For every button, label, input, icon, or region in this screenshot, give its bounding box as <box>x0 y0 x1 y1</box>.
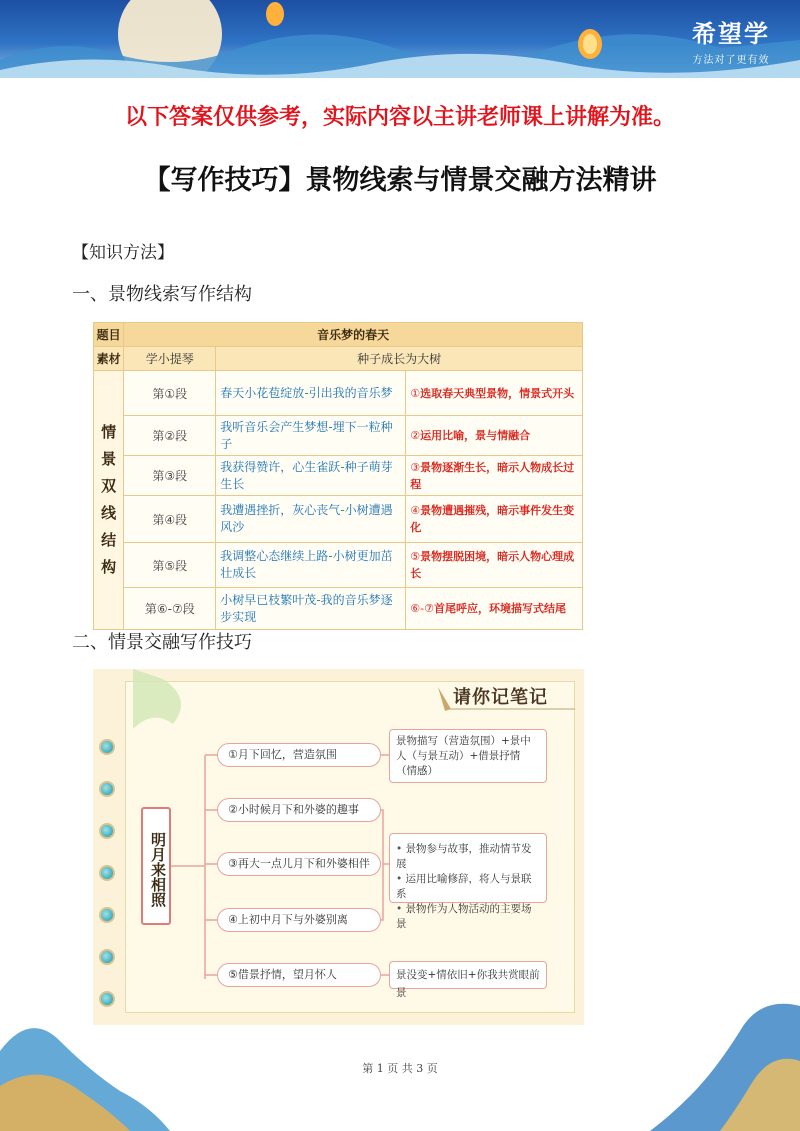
section-label: 【知识方法】 <box>72 243 174 263</box>
segment-cell: 第④段 <box>124 496 216 543</box>
note-box-middle <box>389 833 547 930</box>
technique-cell: ①选取春天典型景物，情景式开头 <box>406 371 583 416</box>
heading-technique: 二、情景交融写作技巧 <box>72 632 252 653</box>
row-group-line: 结构 <box>101 531 117 576</box>
row-group-line: 双线 <box>101 477 117 522</box>
page-footer: 第 1 页 共 3 页 <box>362 1062 438 1075</box>
structure-table <box>93 322 583 630</box>
pen-icon <box>438 687 451 711</box>
notes-title: 请你记笔记 <box>453 687 548 708</box>
note-bullet: • 运用比喻修辞，将人与景联系 <box>396 872 540 902</box>
row-group-label <box>94 371 124 630</box>
header-banner <box>0 0 800 78</box>
note-bullet: • 景物参与故事，推动情节发展 <box>396 842 540 872</box>
note-box-opening: 景物描写（营造氛围）+景中人（与景互动）+借景抒情（情感） <box>389 729 547 783</box>
answer-notice: 以下答案仅供参考，实际内容以主讲老师课上讲解为准。 <box>124 105 675 130</box>
mindmap-node: ②小时候月下和外婆的趣事 <box>217 798 381 822</box>
plot-cell: 我调整心态继续上路-小树更加茁壮成长 <box>216 543 406 588</box>
leaf-decoration-icon <box>133 669 181 729</box>
segment-cell: 第③段 <box>124 456 216 496</box>
table-header-title: 音乐梦的春天 <box>124 323 583 347</box>
mindmap-node: ①月下回忆，营造氛围 <box>217 743 381 767</box>
technique-cell: ③景物逐渐生长，暗示人物成长过程 <box>406 456 583 496</box>
row-group-line: 情景 <box>101 423 117 468</box>
material-label: 素材 <box>94 347 124 371</box>
segment-cell: 第⑥-⑦段 <box>124 588 216 630</box>
mindmap-node: ③再大一点儿月下和外婆相伴 <box>217 852 381 876</box>
mindmap-root: 明月来相照 <box>141 807 171 925</box>
brand-logo <box>692 14 770 66</box>
page-title: 【写作技巧】景物线索与情景交融方法精讲 <box>143 165 657 196</box>
material-b: 种子成长为大树 <box>216 347 583 371</box>
mindmap-node: ④上初中月下与外婆别离 <box>217 908 381 932</box>
plot-cell: 我遭遇挫折，灰心丧气-小树遭遇风沙 <box>216 496 406 543</box>
heading-structure: 一、景物线索写作结构 <box>72 284 252 305</box>
segment-cell: 第②段 <box>124 416 216 456</box>
banner-art <box>0 0 800 78</box>
material-a: 学小提琴 <box>124 347 216 371</box>
technique-cell: ②运用比喻，景与情融合 <box>406 416 583 456</box>
technique-cell: ⑤景物摆脱困境，暗示人物心理成长 <box>406 543 583 588</box>
plot-cell: 我获得赞许，心生雀跃-种子萌芽生长 <box>216 456 406 496</box>
segment-cell: 第①段 <box>124 371 216 416</box>
mindmap-node: ⑤借景抒情，望月怀人 <box>217 963 381 987</box>
brand-name: 希望学 <box>692 20 770 48</box>
plot-cell: 我听音乐会产生梦想-埋下一粒种子 <box>216 416 406 456</box>
plot-cell: 春天小花苞绽放-引出我的音乐梦 <box>216 371 406 416</box>
plot-cell: 小树早已枝繁叶茂-我的音乐梦逐步实现 <box>216 588 406 630</box>
brand-slogan: 方法对了更有效 <box>692 55 770 66</box>
notes-card <box>93 669 584 1025</box>
segment-cell: 第⑤段 <box>124 543 216 588</box>
technique-cell: ④景物遭遇摧残，暗示事件发生变化 <box>406 496 583 543</box>
note-box-ending: 景没变+情依旧+你我共赏眼前景 <box>389 961 547 989</box>
note-bullet: • 景物作为人物活动的主要场景 <box>396 902 540 932</box>
technique-cell: ⑥-⑦首尾呼应，环境描写式结尾 <box>406 588 583 630</box>
table-header-topic: 题目 <box>94 323 124 347</box>
